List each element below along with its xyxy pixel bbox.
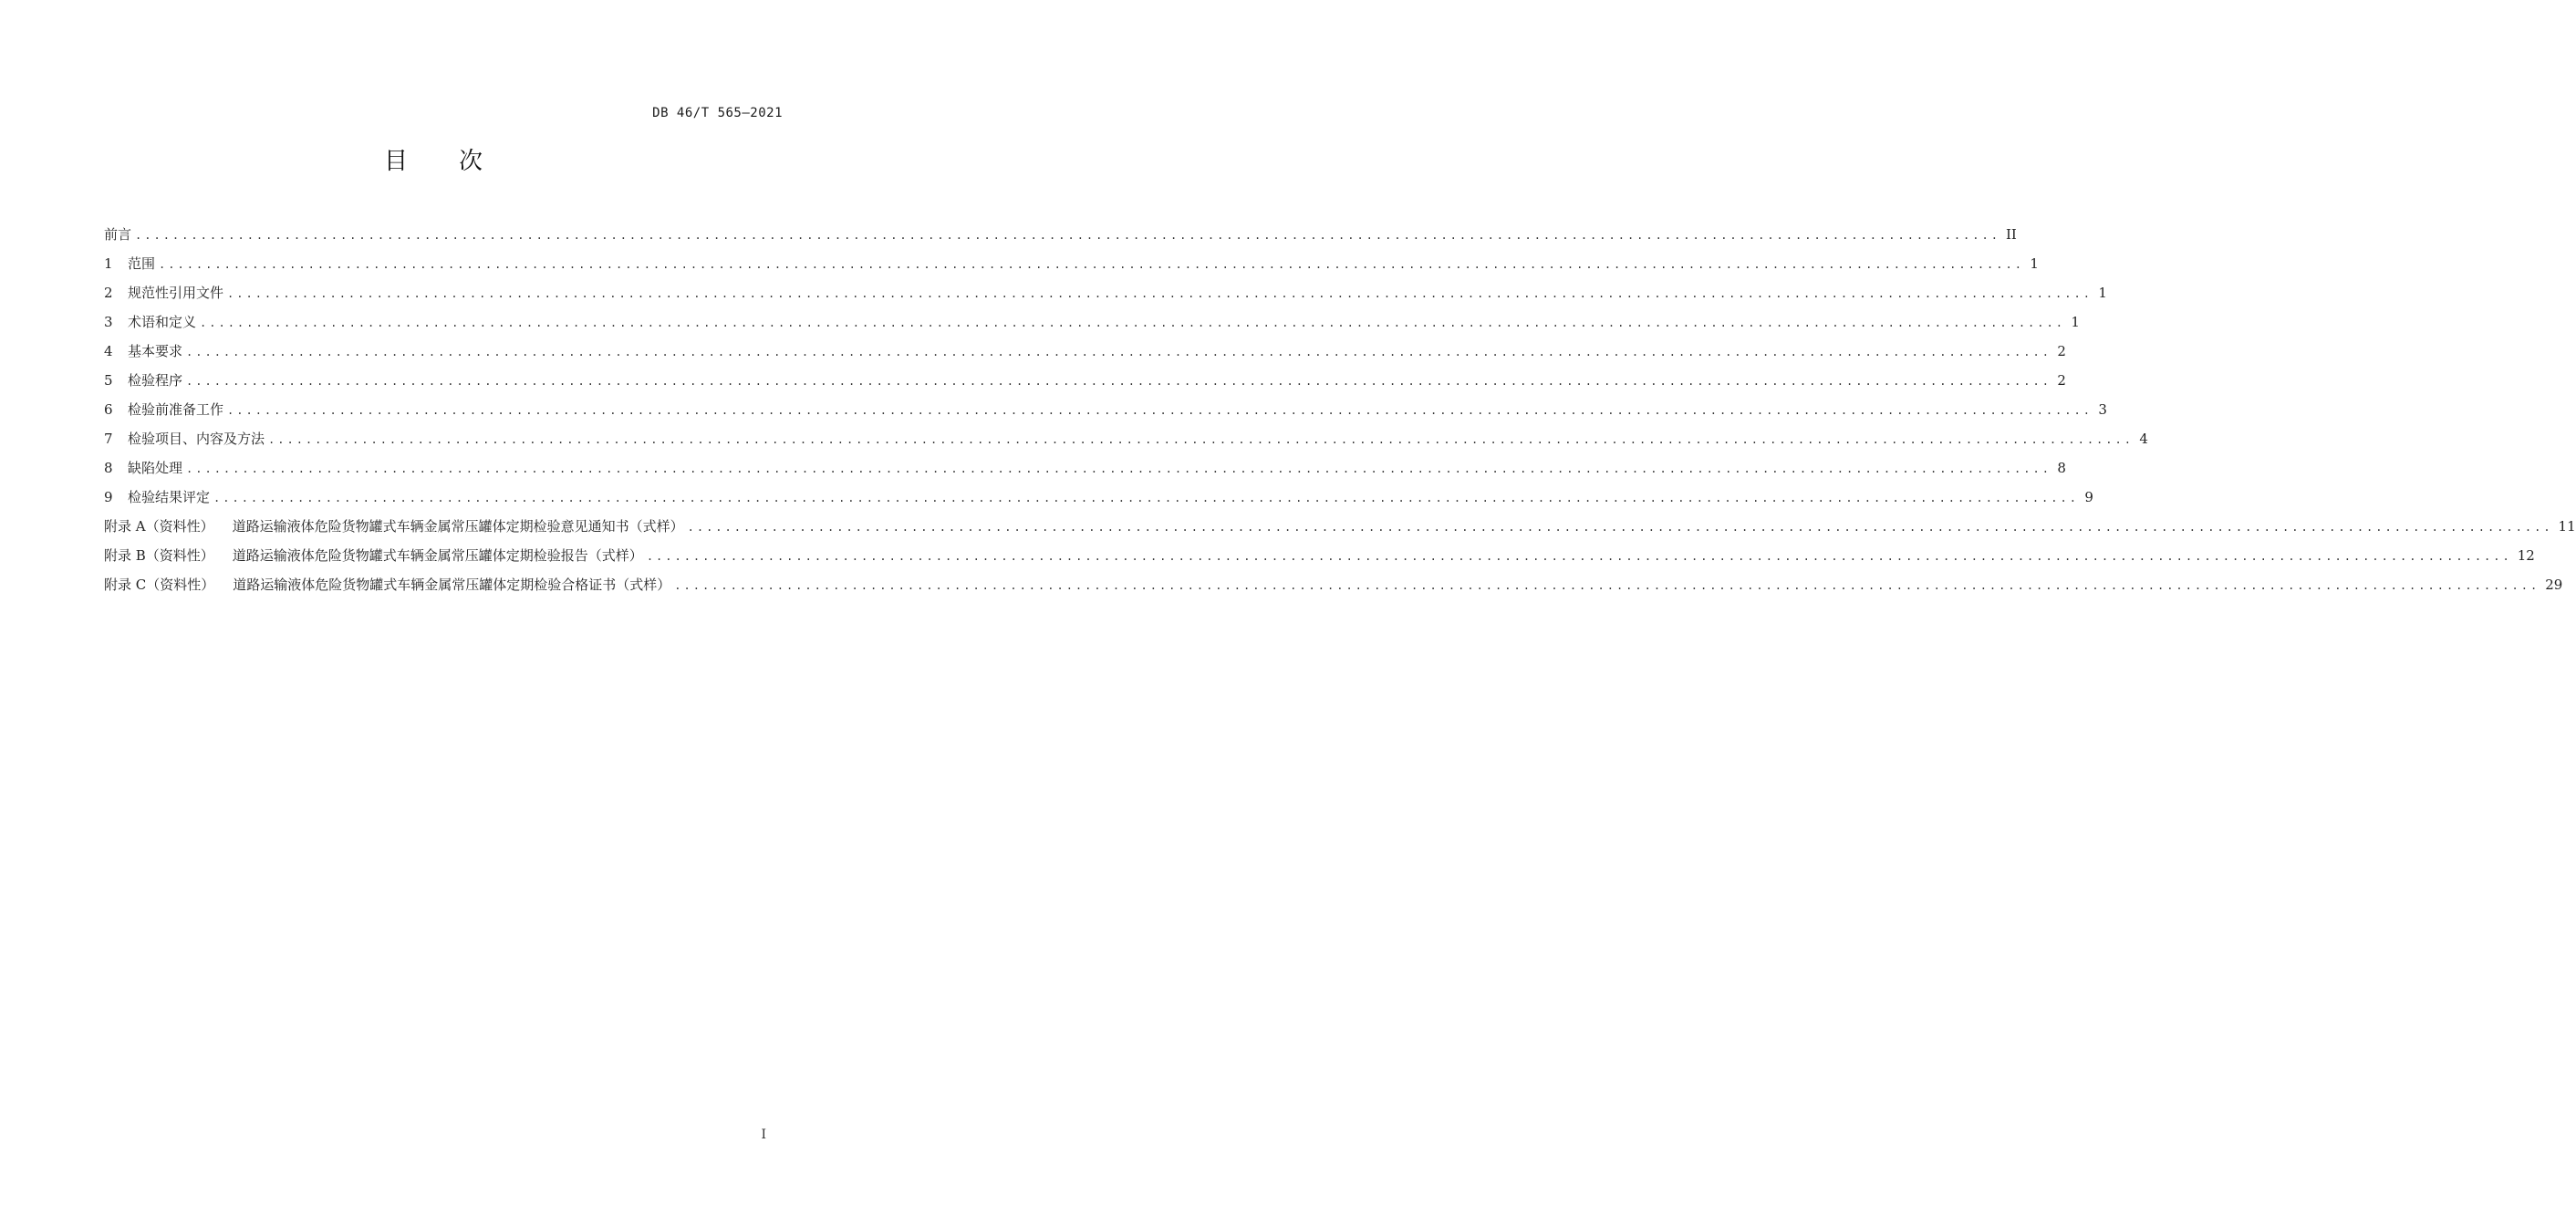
- toc-entry-label: 基本要求: [128, 343, 183, 359]
- toc-entry-appendix-prefix: 附录 C（资料性）: [104, 577, 215, 593]
- toc-entry[interactable]: [104, 457, 2066, 486]
- toc-entry-appendix-prefix: 附录 B（资料性）: [104, 547, 214, 564]
- toc-entry-page: 12: [2517, 547, 2535, 564]
- toc-entry-label: 检验结果评定: [128, 489, 211, 505]
- toc-entry-label: 缺陷处理: [128, 460, 183, 476]
- toc-entry-number: 3: [104, 314, 113, 330]
- toc-entry-page: 4: [2139, 431, 2148, 447]
- toc-entry[interactable]: [104, 545, 2535, 574]
- doc-code: DB 46/T 565—2021: [652, 106, 783, 120]
- toc-entry-label: 范围: [128, 255, 156, 272]
- toc-entry[interactable]: [104, 311, 2080, 340]
- toc-entry-label: 检验项目、内容及方法: [128, 431, 265, 447]
- toc-entry-number: 8: [104, 460, 113, 476]
- toc-entry-number: 1: [104, 255, 113, 272]
- toc-entry-dot-leader: ........................................................................................................................................................................................................: [687, 521, 2553, 534]
- toc-entry[interactable]: [104, 574, 2563, 603]
- toc-entry-dot-leader: ........................................................................................................................................................................................................: [186, 346, 2051, 358]
- table-of-contents: [104, 223, 2576, 603]
- toc-entry-number: 9: [104, 489, 113, 505]
- toc-entry[interactable]: [104, 428, 2148, 457]
- toc-entry-page: 1: [2030, 255, 2039, 272]
- toc-entry-label: 检验前准备工作: [128, 401, 224, 418]
- toc-entry[interactable]: [104, 223, 2017, 253]
- toc-entry-dot-leader: ........................................................................................................................................................................................................: [227, 404, 2093, 417]
- page-number: I: [761, 1127, 766, 1142]
- toc-entry-number: 5: [104, 372, 113, 389]
- toc-entry[interactable]: [104, 399, 2107, 428]
- toc-entry-dot-leader: ........................................................................................................................................................................................................: [674, 579, 2540, 592]
- toc-entry-page: 8: [2057, 460, 2066, 476]
- toc-entry-dot-leader: ........................................................................................................................................................................................................: [646, 550, 2512, 563]
- toc-entry-number: 4: [104, 343, 113, 359]
- toc-entry-page: 2: [2057, 343, 2066, 359]
- toc-entry-label: 前言: [104, 226, 132, 243]
- toc-entry-dot-leader: ........................................................................................................................................................................................................: [213, 492, 2079, 504]
- toc-entry[interactable]: [104, 253, 2039, 282]
- toc-entry-appendix-prefix: 附录 A（资料性）: [104, 518, 214, 535]
- toc-entry-label: 道路运输液体危险货物罐式车辆金属常压罐体定期检验合格证书（式样）: [233, 577, 671, 593]
- toc-entry-number: 7: [104, 431, 113, 447]
- toc-entry-label: 道路运输液体危险货物罐式车辆金属常压罐体定期检验报告（式样）: [232, 547, 643, 564]
- toc-entry-page: 2: [2057, 372, 2066, 389]
- toc-entry-label: 检验程序: [128, 372, 183, 389]
- toc-entry[interactable]: [104, 486, 2093, 515]
- toc-entry-label: 规范性引用文件: [128, 285, 224, 301]
- toc-entry-page: 3: [2098, 401, 2107, 418]
- toc-entry-label: 术语和定义: [128, 314, 197, 330]
- toc-entry-page: 29: [2545, 577, 2563, 593]
- toc-entry[interactable]: [104, 369, 2066, 399]
- toc-entry[interactable]: [104, 282, 2107, 311]
- toc-entry-dot-leader: ........................................................................................................................................................................................................: [186, 462, 2051, 475]
- toc-entry-page: 1: [2098, 285, 2107, 301]
- toc-entry-page: 11: [2558, 518, 2576, 535]
- toc-entry-dot-leader: ........................................................................................................................................................................................................: [135, 229, 2000, 242]
- toc-entry-dot-leader: ........................................................................................................................................................................................................: [200, 317, 2065, 329]
- page-title: 目次: [383, 148, 534, 175]
- toc-entry-page: 1: [2071, 314, 2080, 330]
- toc-entry-label: 道路运输液体危险货物罐式车辆金属常压罐体定期检验意见通知书（式样）: [232, 518, 684, 535]
- toc-entry-dot-leader: ........................................................................................................................................................................................................: [186, 375, 2051, 388]
- toc-entry[interactable]: [104, 340, 2066, 369]
- toc-entry-dot-leader: ........................................................................................................................................................................................................: [159, 258, 2024, 271]
- toc-entry[interactable]: [104, 515, 2576, 545]
- toc-entry-page: II: [2005, 226, 2017, 243]
- toc-entry-dot-leader: ........................................................................................................................................................................................................: [227, 287, 2093, 300]
- toc-entry-page: 9: [2084, 489, 2093, 505]
- toc-entry-dot-leader: ........................................................................................................................................................................................................: [268, 433, 2134, 446]
- toc-entry-number: 6: [104, 401, 113, 418]
- toc-entry-number: 2: [104, 285, 113, 301]
